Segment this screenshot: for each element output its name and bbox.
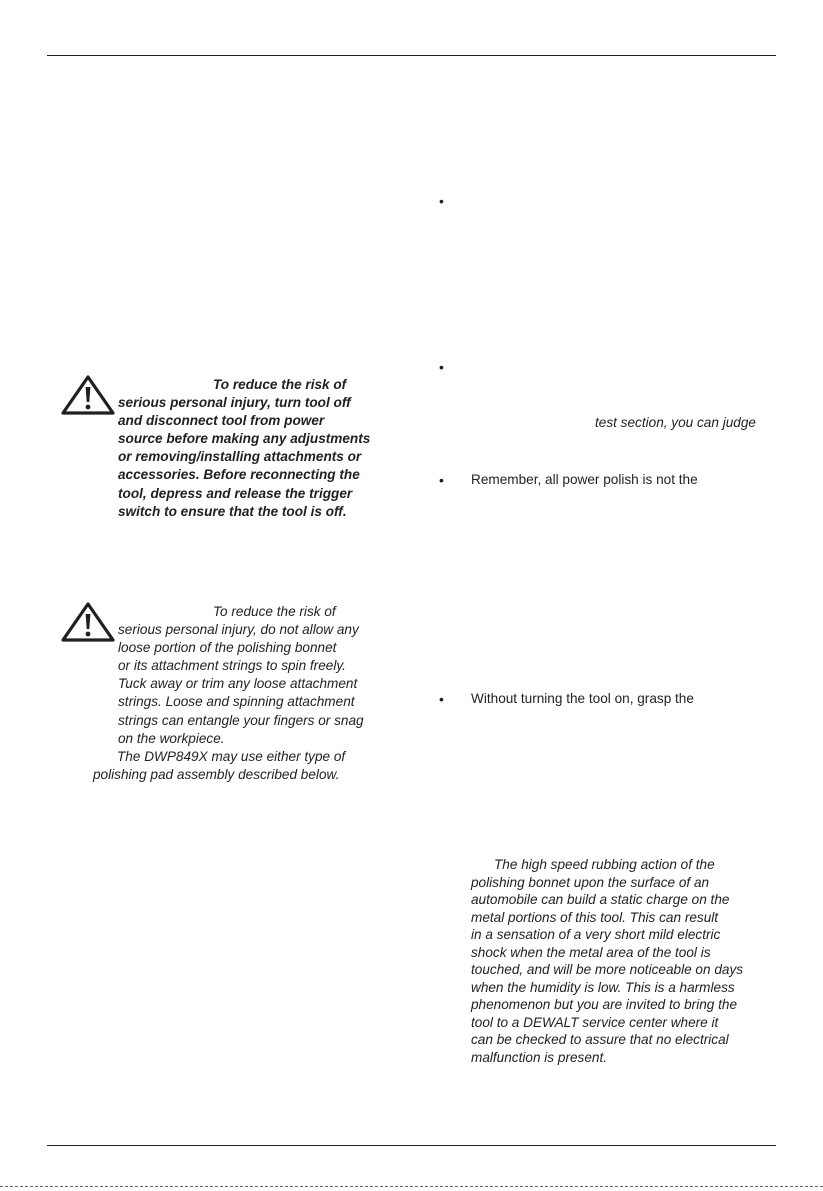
warning-1-line: accessories. Before reconnecting the xyxy=(118,467,360,483)
warning-2-line: or its attachment strings to spin freely. xyxy=(118,658,346,674)
warning-triangle-icon xyxy=(60,374,116,416)
bullet-icon: • xyxy=(439,359,444,375)
bullet-icon: • xyxy=(439,691,444,707)
warning-triangle-icon xyxy=(60,601,116,643)
warning-2-line: strings. Loose and spinning attachment xyxy=(118,694,355,710)
static-note-line: metal portions of this tool. This can result xyxy=(471,909,719,925)
static-note-line: phenomenon but you are invited to bring the xyxy=(471,997,738,1012)
grasp-tool-text: Without turning the tool on, grasp the xyxy=(471,691,694,706)
warning-2-line: Tuck away or trim any loose attachment xyxy=(118,676,358,692)
footer-rule xyxy=(47,1145,776,1146)
static-note-line: touched, and will be more noticeable on days xyxy=(471,962,744,977)
header-rule xyxy=(47,55,776,56)
static-note-line: shock when the metal area of the tool is xyxy=(471,944,711,960)
warning-1-line: switch to ensure that the tool is off. xyxy=(118,503,347,519)
power-polish-text: Remember, all power polish is not the xyxy=(471,472,698,487)
warning-1-line: tool, depress and release the trigger xyxy=(118,485,353,501)
static-note-line: when the humidity is low. This is a harmless xyxy=(471,979,735,995)
warning-1-line: and disconnect tool from power xyxy=(118,413,325,429)
warning-2-line: serious personal injury, do not allow any xyxy=(118,622,359,638)
warning-1-line: or removing/installing attachments or xyxy=(118,449,362,465)
static-note-line: tool to a DEWALT service center where it xyxy=(471,1014,719,1030)
warning-2-text xyxy=(118,603,364,748)
test-section-text: test section, you can judge xyxy=(595,415,756,430)
static-note-line: The high speed rubbing action of the xyxy=(494,857,715,872)
bullet-icon: • xyxy=(439,193,444,209)
warning-2-line: loose portion of the polishing bonnet xyxy=(118,640,337,656)
warning-2-line: To reduce the risk of xyxy=(213,604,336,619)
page-edge-divider xyxy=(0,1186,823,1187)
warning-1-line: source before making any adjustments xyxy=(118,431,371,447)
bullet-icon: • xyxy=(439,472,444,488)
pad-note-line: The DWP849X may use either type of xyxy=(117,749,346,764)
static-charge-note xyxy=(471,856,743,1066)
static-note-line: malfunction is present. xyxy=(471,1049,608,1065)
static-note-line: automobile can build a static charge on the xyxy=(471,892,730,907)
warning-2-line: on the workpiece. xyxy=(118,730,225,746)
pad-assembly-note xyxy=(93,748,345,784)
pad-note-line: polishing pad assembly described below. xyxy=(93,767,340,783)
static-note-line: in a sensation of a very short mild electric xyxy=(471,927,721,942)
static-note-line: polishing bonnet upon the surface of an xyxy=(471,874,710,890)
static-note-line: can be checked to assure that no electrical xyxy=(471,1032,729,1047)
warning-2-line: strings can entangle your fingers or snag xyxy=(118,712,364,728)
warning-1-line: To reduce the risk of xyxy=(213,377,347,392)
warning-1-text xyxy=(118,376,370,521)
warning-1-line: serious personal injury, turn tool off xyxy=(118,395,351,411)
